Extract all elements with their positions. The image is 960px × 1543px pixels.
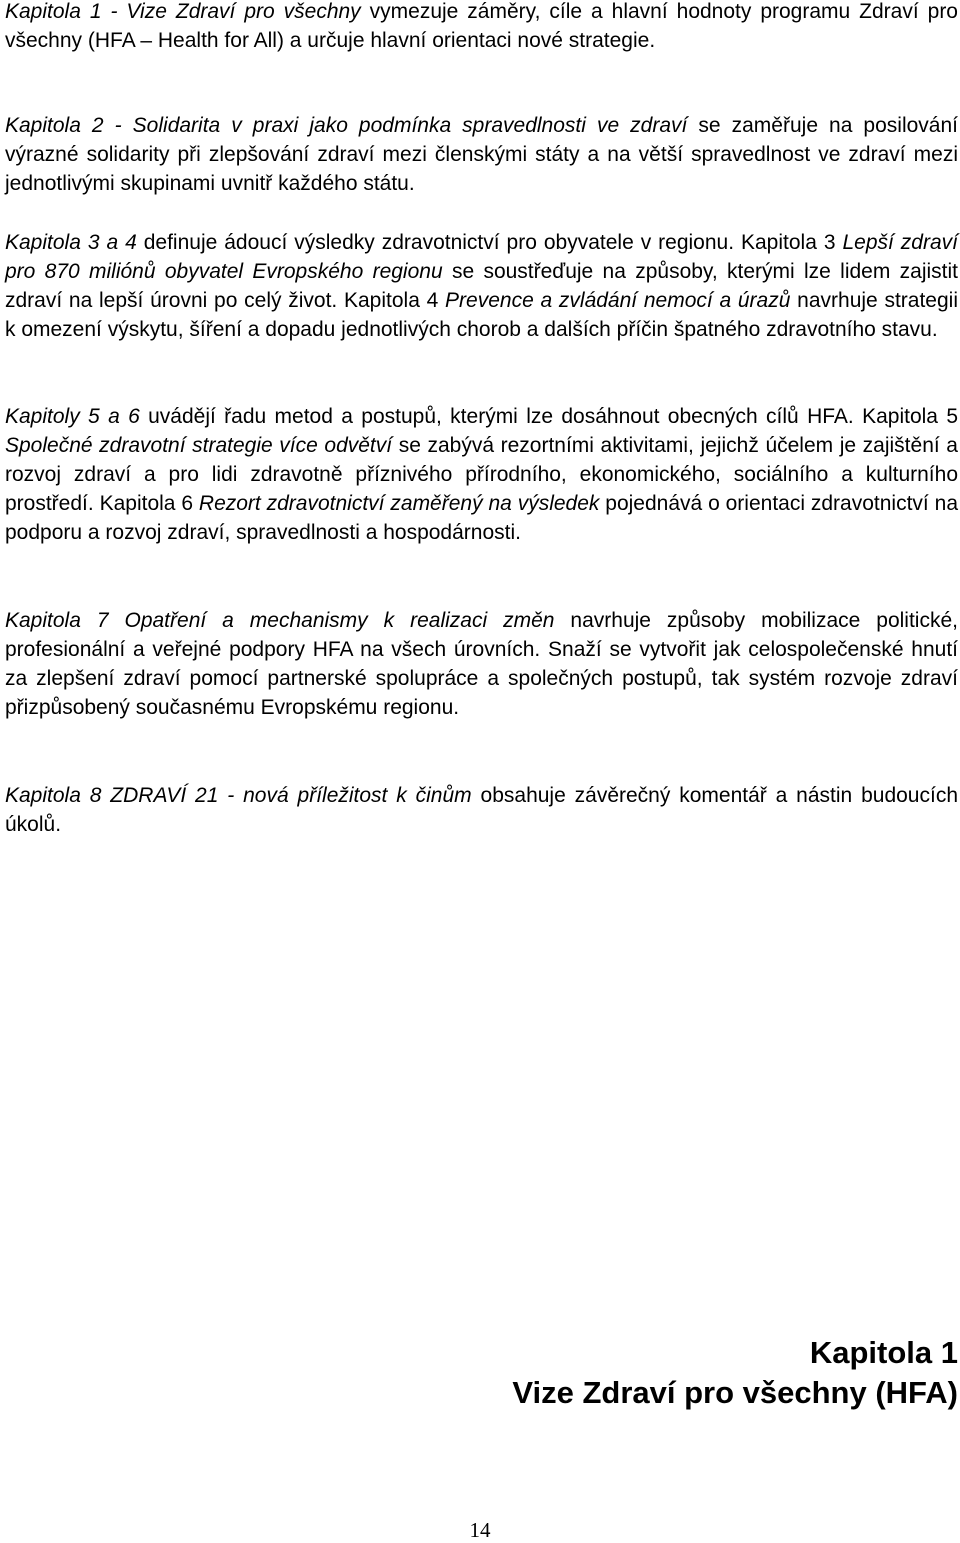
chapter-8-text: obsahuje závěrečný komentář a nástin budoucích úkolů. (5, 784, 958, 836)
chapter-heading (512, 1333, 958, 1413)
chapters-3-4-text-2: ádoucí výsledky zdravotnictví pro obyvatele v regionu. Kapitola 3 (224, 231, 843, 254)
paragraph-chapters-5-6-summary (5, 402, 958, 547)
chapters-3-4-text-3: se soustřeďuje na způsoby, kterými lze lidem zajistit zdraví na lepší úrovni po celý život. Kapitola 4 (5, 260, 958, 312)
paragraph-chapter-1-summary (5, 0, 958, 55)
chapters-3-4-text-1: definuje (136, 231, 225, 254)
paragraph-chapter-2-summary (5, 111, 958, 198)
chapters-5-6-label: Kapitoly 5 a 6 (5, 405, 140, 428)
chapter-heading-number: Kapitola 1 (809, 1335, 958, 1370)
chapter-heading-title: Vize Zdraví pro všechny (HFA) (512, 1375, 958, 1410)
chapter-6-title: Rezort zdravotnictví zaměřený na výsledek (198, 492, 600, 515)
chapters-5-6-text-1: uvádějí řadu metod a postupů, kterými lze dosáhnout obecných cílů HFA. Kapitola 5 (139, 405, 958, 428)
chapter-4-title: Prevence a zvládání nemocí a úrazů (445, 289, 791, 312)
paragraph-chapters-3-4-summary (5, 228, 958, 344)
page-number: 14 (469, 1518, 491, 1542)
chapters-3-4-text-4: navrhuje strategii k omezení výskytu, šíření a dopadu jednotlivých chorob a dalších příčin špatného zdravotního stavu. (5, 289, 958, 341)
chapter-2-title: Kapitola 2 - Solidarita v praxi jako podmínka spravedlnosti ve zdraví (5, 114, 688, 137)
chapters-3-4-label: Kapitola 3 a 4 (5, 231, 137, 254)
chapter-5-title: Společné zdravotní strategie více odvětví (5, 434, 393, 457)
chapter-7-title: Kapitola 7 Opatření a mechanismy k realizaci změn (5, 609, 555, 632)
chapters-5-6-text-2: se zabývá rezortními aktivitami, jejichž účelem je zajištění a rozvoj zdraví a pro lidi zdravotně příznivého přírodního, ekonomického, sociálního a kulturního prostředí. Kapitola 6 (5, 434, 958, 515)
paragraph-chapter-8-summary (5, 781, 958, 839)
chapter-2-text: se zaměřuje na posilování výrazné solidarity při zlepšování zdraví mezi členskými státy a na větší spravedlnost ve zdraví mezi jednotlivými skupinami uvnitř každého státu. (5, 114, 958, 195)
chapter-3-title: Lepší zdraví pro 870 miliónů obyvatel Evropského regionu (5, 231, 958, 283)
chapter-7-text: navrhuje způsoby mobilizace politické, profesionální a veřejné podpory HFA na všech úrovních. Snaží se vytvořit jak celospolečenské hnutí za zlepšení zdraví pomocí partnerské spolupráce a společných postupů, tak systém rozvoje zdraví přizpůsobený současnému Evropskému regionu. (5, 609, 958, 719)
paragraph-chapter-7-summary (5, 606, 958, 722)
chapter-8-title: Kapitola 8 ZDRAVÍ 21 - nová příležitost k činům (5, 784, 472, 807)
chapter-1-text: vymezuje záměry, cíle a hlavní hodnoty programu Zdraví pro všechny (HFA – Health for All) a určuje hlavní orientaci nové strategie. (5, 0, 958, 52)
chapters-5-6-text-3: pojednává o orientaci zdravotnictví na podporu a rozvoj zdraví, spravedlnosti a hospodárnosti. (5, 492, 958, 544)
chapter-1-title: Kapitola 1 - Vize Zdraví pro všechny (5, 0, 361, 23)
